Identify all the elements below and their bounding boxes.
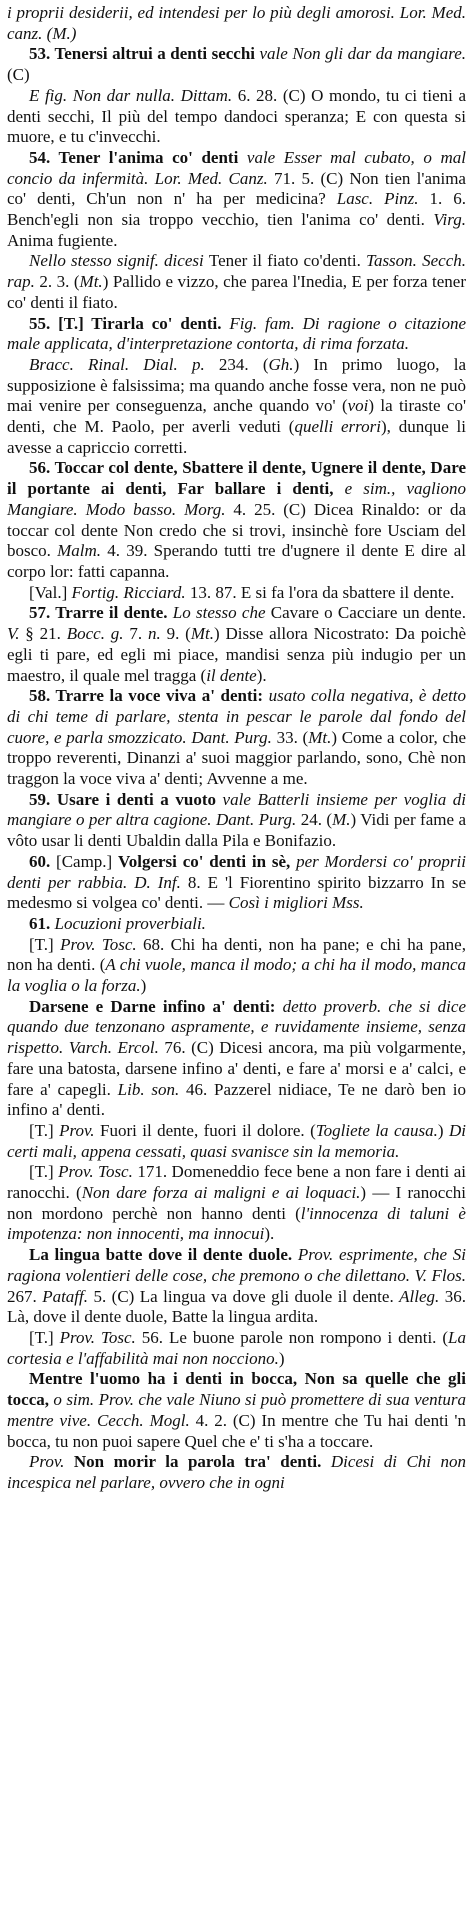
text-run: Gh. [268,354,294,374]
entry-61-f [7,1328,466,1369]
text-run: ) Vidi per fame a vôto usar li denti Ubaldin dalla Pila e Bonifazio. [7,810,466,851]
entry-54 [7,148,466,252]
text-run: ) Disse allora Nicostrato: Da poichè egli ti pare, ed egli mi piace, mandisi senza più indugio per un maestro, il quale mel tragga ( [7,624,467,685]
text-run: Di certi mali, appena cessati, quasi svanisce sin la memoria. [7,1120,466,1161]
text-run: Fortig. Ricciard. [71,582,190,602]
text-run: 7. [129,624,148,644]
text-run: Virg. [433,210,466,230]
text-run: i proprii desiderii, ed intendesi per lo più degli amorosi. Lor. Med. canz. (M.) [7,3,466,43]
text-run: Darsene e Darne infino a' denti: [29,996,276,1016]
text-run: Tasson. Secch. rap. [7,251,466,292]
entry-61-c [7,1121,466,1162]
text-run: o sim. Prov. che vale Niuno si può promettere di sua ventura mentre vive. Cecch. Mogl. [7,1390,466,1430]
text-run: 2. 3. ( [39,272,80,292]
entry-55 [7,314,466,355]
text-run: Mt. [308,727,332,747]
text-run: Locuzioni proverbiali. [50,913,206,933]
text-run: Pataff. [42,1286,94,1306]
text-run: 4. 39. Sperando tutti tre d'ugnere il dente E dire al corpo lor: fatti capanna. [7,541,466,581]
text-run: vale Batterli insieme per voglia di mangiare o per altra cagione. Dant. Purg. [7,789,466,830]
text-run: n. [148,624,167,644]
text-run: Lasc. Pinz. [336,189,430,209]
text-run: 59. Usare i denti a vuoto [29,789,216,809]
text-run: 71. 5. (C) Non tien l'anima co' denti, Ch'un non n' ha per medicina? [7,168,466,209]
text-run: per Mordersi co' proprii denti per rabbia. D. Inf. [7,851,466,892]
text-run: 24. ( [300,810,333,830]
text-run: 55. [T.] Tirarla co' denti. [29,313,222,333]
text-run: Volgersi co' denti in sè, [118,851,291,871]
text-run: Mt. [190,624,214,644]
entry-61-g [7,1369,466,1452]
text-run: [T.] [29,934,61,954]
text-run: [Camp.] [50,851,119,871]
entry-61-h [7,1452,466,1493]
text-run: ) Pallido e vizzo, che parea l'Inedia, E per forza tener co' denti il fiato. [7,272,466,312]
text-run: Fig. fam. Di ragione o citazione male applicata, d'interpretazione contorta, di rima forzata. [7,313,466,354]
text-run: 57. Trarre il dente. [29,603,168,623]
text-run: § 21. [25,624,67,644]
entry-61-b [7,997,466,1121]
text-run: Prov. Tosc. [58,1162,138,1182]
text-run: Malm. [57,541,108,561]
text-run: Non morir la parola tra' denti. [73,1452,322,1472]
text-run: 53. Tenersi altrui a denti secchi [29,44,256,64]
text-run: A chi vuole, manca il modo; a chi ha il modo, manca la voglia o la forza. [7,955,466,996]
text-run: 61. [29,913,51,933]
text-run: 6. 28. (C) O mondo, tu ci tieni a denti secchi, Il più del tempo dandoci speranza; E con questa si muore, e tu c'invecchi. [7,85,466,147]
text-run: 4. 25. (C) Dicea Rinaldo: or da toccar col dente Non credo che si trovi, insinchè fore Usciam del bosco. [7,499,467,561]
entry-cont [7,3,466,44]
text-run: M. [332,810,351,830]
text-run: ) la tiraste co' denti, che M. Paolo, per averli veduti ( [7,396,467,437]
text-run: Cavare o Cacciare un dente. [270,603,466,623]
entry-61-e [7,1245,466,1328]
text-run: V. [7,624,26,644]
text-run: Non dare forza ai maligni e ai loquaci. [81,1183,361,1203]
text-run: 76. (C) Dicesi ancora, ma più volgarmente, fare una batosta, darsene infino a' denti, e fare a' morsi e a' calci, e fare a' capegli. [7,1038,466,1099]
text-run: [T.] [29,1120,60,1140]
entry-61 [7,914,466,935]
text-run: Prov. Tosc. [59,1328,142,1347]
text-run: Tener il fiato co'denti. [208,251,367,271]
text-run: 56. Le buone parole non rompono i denti. ( [141,1328,449,1347]
text-run: [T.] [29,1328,60,1347]
text-run: ) [140,976,147,996]
text-run: 4. 2. (C) In mentre che Tu hai denti 'n bocca, tu non puoi sapere Quel che e' ti s'ha a toccare. [7,1410,466,1451]
text-run: Bocc. g. [66,624,130,644]
text-run: 54. Tener l'anima co' denti [29,147,239,167]
text-run: Anima fugiente. [7,230,118,250]
text-run: ) [278,1348,285,1368]
text-run: 58. Trarre la voce viva a' denti: [29,686,264,706]
text-run: 171. Domeneddio fece bene a non fare i denti ai ranocchi. ( [7,1162,466,1203]
entry-59 [7,790,466,852]
text-run: usato colla negativa, è detto di chi teme di parlare, stenta in pescar le parole dal fondo del cuore, e parla smozzicato. Dant. Purg. [7,686,466,747]
entry-55-cit [7,355,466,459]
text-run: 36. Là, dove il dente duole, Batte la lingua ardita. [7,1286,466,1327]
text-run: ) Come a color, che troppo reverenti, Dinanzi a' suoi maggior parlando, sono, Chè non traggon la voce viva a' denti; Avvenne a me. [7,727,467,789]
text-run: Così i migliori Mss. [228,893,364,913]
text-run: 8. E 'l Fiorentino spirito bizzarro In se medesmo si volgea co' denti. — [7,872,466,913]
text-run: il dente [206,665,257,685]
entry-58 [7,686,466,790]
text-run: [T.] [29,1162,59,1182]
text-run: Togliete la causa. [315,1120,438,1140]
text-run: La lingua batte dove il dente duole. [29,1245,293,1265]
text-run: detto proverb. che si dice quando due tenzonano aspramente, e ruvidamente insieme, senza rispetto. Varch. Ercol. [7,996,466,1058]
text-run: Alleg. [399,1286,445,1306]
entry-54-sub [7,251,466,313]
text-run: 234. ( [218,354,269,374]
text-run: ) In primo luogo, la supposizione è falsissima; ma quando anche fosse vera, non ne può mai venire per conseguenza, anche quando vo' ( [7,354,466,416]
text-run: quelli errori [294,417,381,437]
text-run: Lib. son. [117,1079,187,1099]
text-run: Prov. esprimente, che Si ragiona volentieri delle cose, che premono o che dilettano. V. Flos. [7,1245,466,1285]
text-run: 68. Chi ha denti, non ha pane; e chi ha pane, non ha denti. ( [7,934,466,975]
entry-56 [7,458,466,582]
entry-56-val [7,583,466,604]
text-run: ) [437,1120,449,1140]
text-run: 1. 6. Bench'egli non sia troppo vecchio, tien l'anima co' denti. [7,189,467,230]
text-run: Bracc. Rinal. Dial. p. [29,354,219,374]
text-run: 60. [29,851,51,871]
text-run: 267. [7,1286,43,1306]
entry-61-a [7,935,466,997]
text-run: Dicesi di Chi non incespica nel parlare, ovvero che in ogni [7,1452,466,1492]
text-run: 9. ( [166,624,191,644]
text-run: Prov. [59,1120,100,1140]
text-run: 5. (C) La lingua va dove gli duole il dente. [93,1286,400,1306]
text-run: (C) [7,65,30,85]
text-run: vale Non gli dar da mangiare. [255,44,466,64]
entry-53-fig [7,86,466,148]
text-run: La cortesia e l'affabilità mai non nocciono. [7,1328,466,1368]
text-run: ). [256,665,267,685]
text-run: Mt. [79,272,103,292]
text-run: l'innocenza di taluni è impotenza: non innocenti, ma innocui [7,1203,466,1244]
text-run: Mentre l'uomo ha i denti in bocca, Non sa quelle che gli tocca, [7,1369,466,1410]
text-run: 56. Toccar col dente, Sbattere il dente, Ugnere il dente, Dare il portante ai denti, Far ballare i denti, [7,458,466,499]
text-run: 13. 87. E si fa l'ora da sbattere il dente. [189,582,455,602]
entry-53 [7,44,466,85]
text-run: 46. Pazzerel nidiace, Te ne darò ben io infino a' denti. [7,1079,467,1120]
text-run: 33. ( [276,727,309,747]
text-run: ), dunque li avesse a capriccio corretti. [7,417,467,457]
entry-61-d [7,1162,466,1245]
text-run: Prov. Tosc. [60,934,144,954]
text-run: Lo stesso che [167,603,271,623]
text-run: Fuori il dente, fuori il dolore. ( [99,1120,316,1140]
entry-60 [7,852,466,914]
text-run: [Val.] [29,582,72,602]
text-run: Nello stesso signif. dicesi [29,251,209,271]
text-run: Prov. [29,1452,74,1472]
entry-57 [7,603,466,686]
text-run: voi [347,396,369,416]
text-run: vale Esser mal cubato, o mal concio da infermità. Lor. Med. Canz. [7,147,466,188]
text-run: E fig. Non dar nulla. Dittam. [29,85,238,105]
text-run: ). [264,1224,275,1244]
text-run: ) — I ranocchi non mordono perchè non hanno denti ( [7,1183,467,1223]
text-run: e sim., vagliono Mangiare. Modo basso. Morg. [7,479,466,519]
